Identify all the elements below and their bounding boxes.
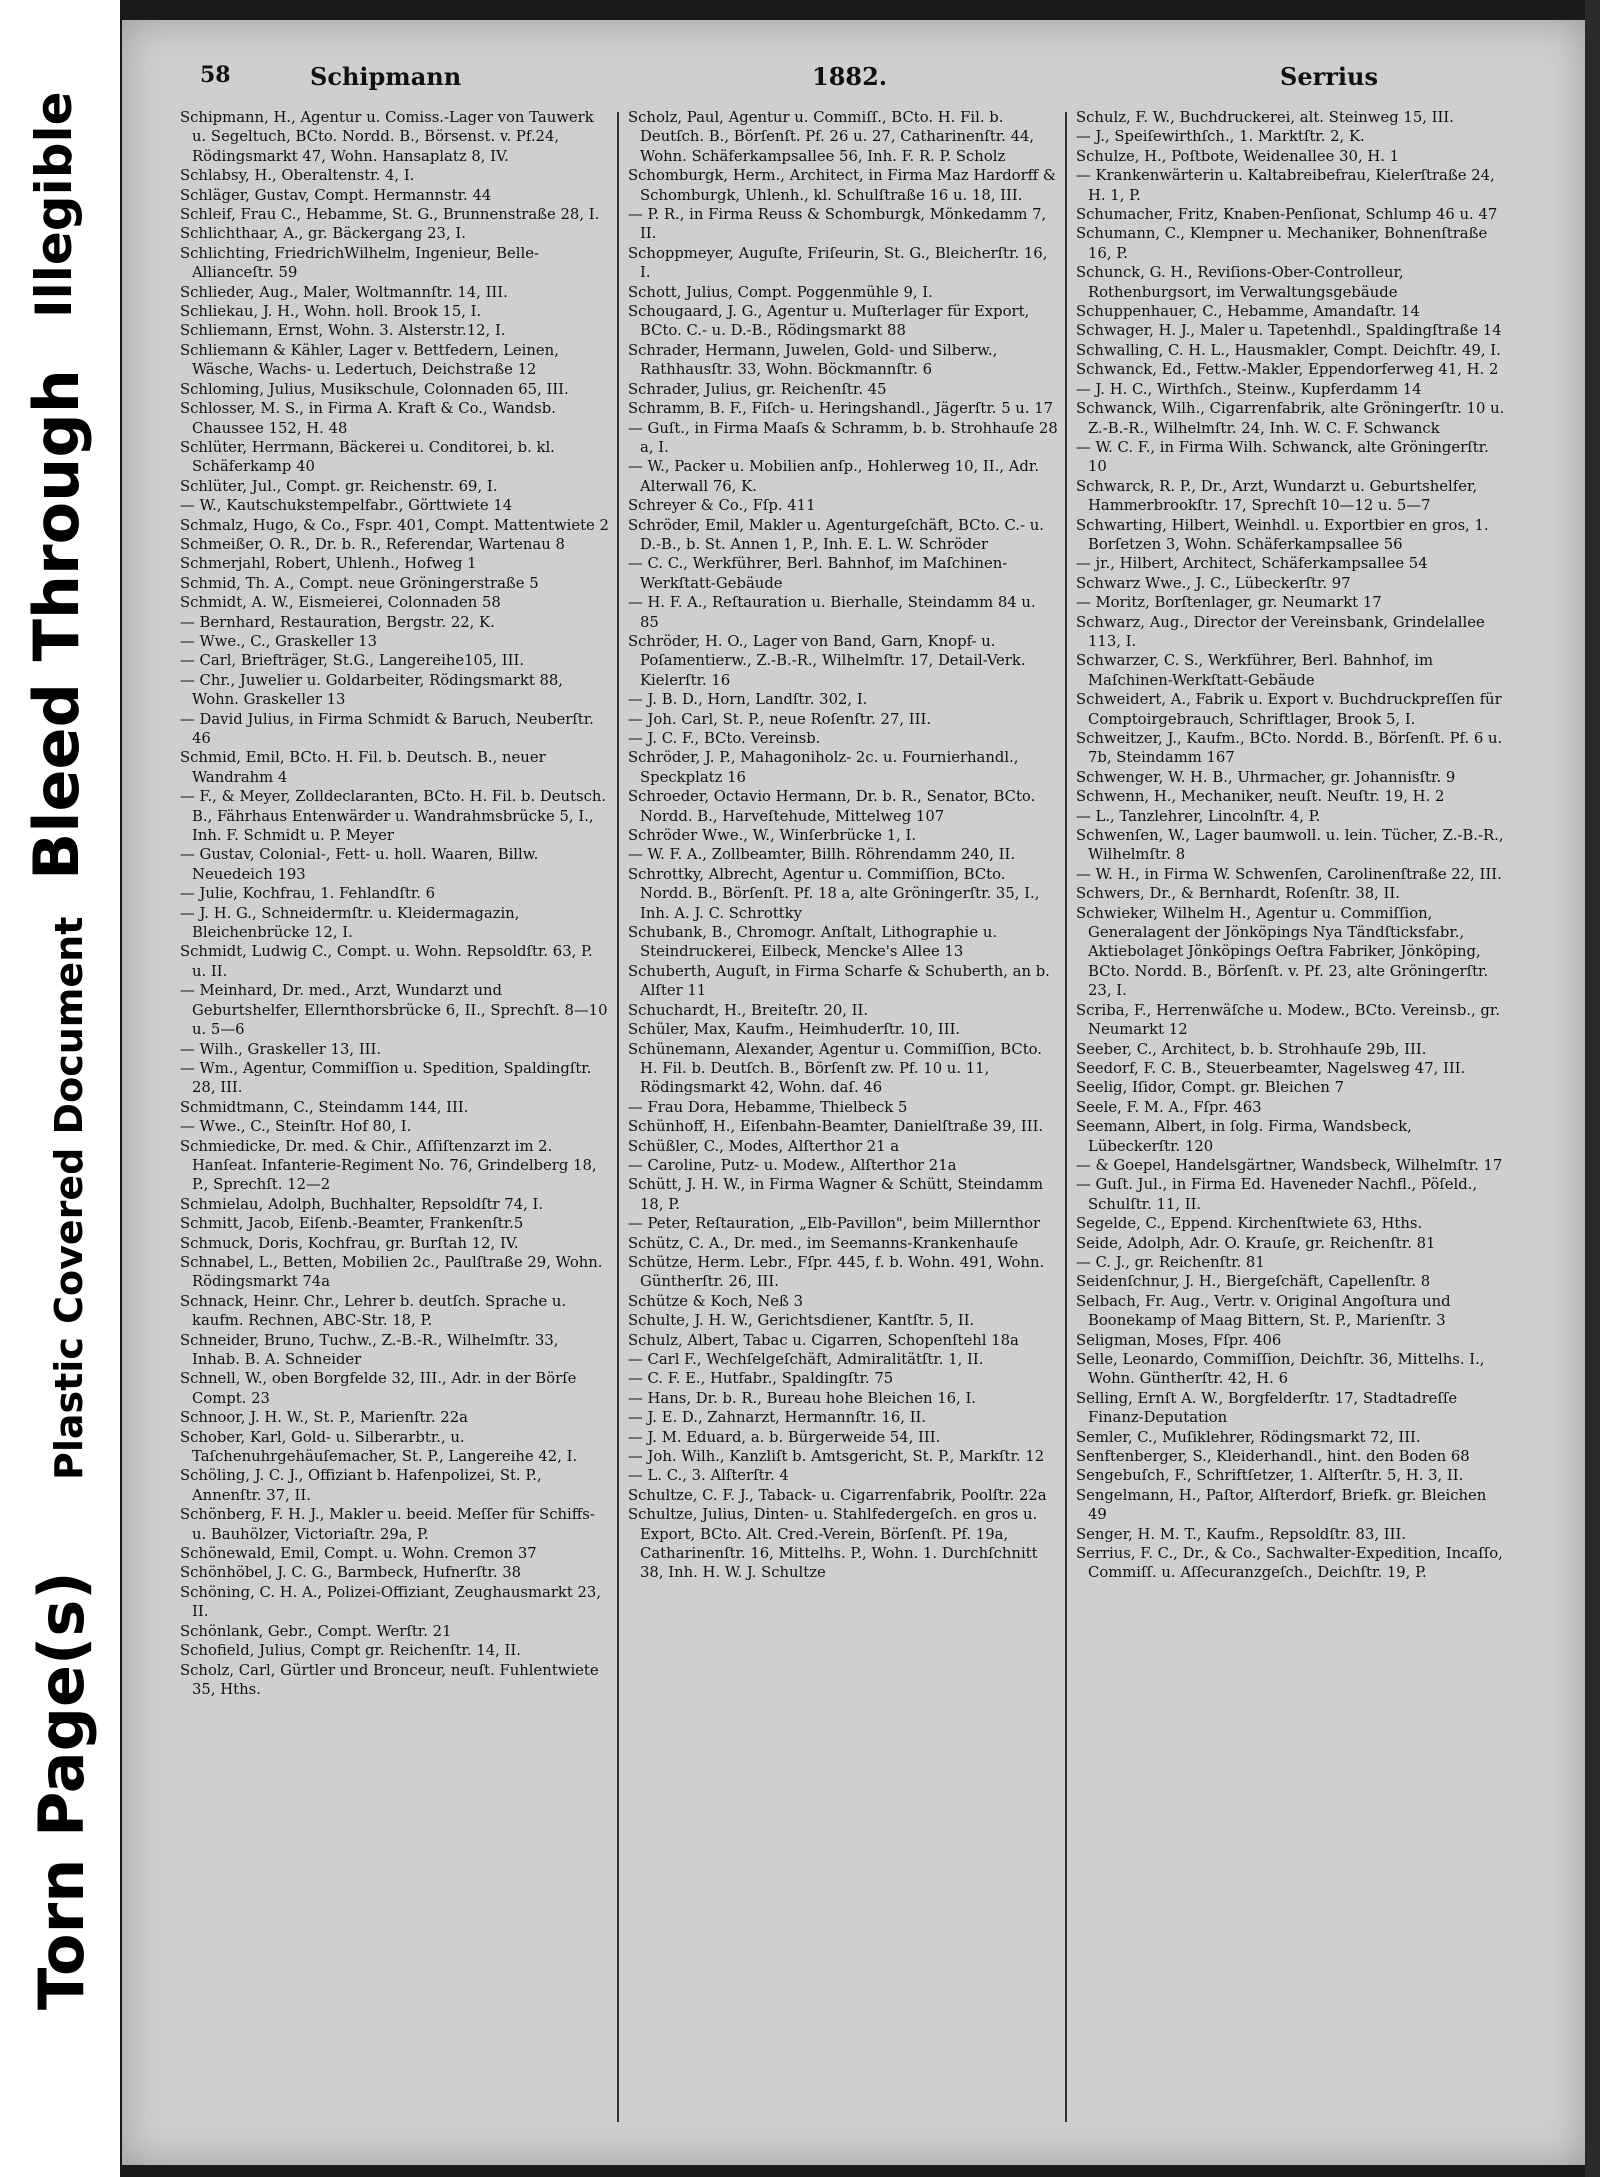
directory-entry: Schnell, W., oben Borgfelde 32, III., Adr. in der Börſe Compt. 23 <box>180 1370 577 1407</box>
directory-entry: Schmid, Th. A., Compt. neue Gröningerstraße 5 <box>180 574 539 592</box>
directory-entry: — H. F. A., Reſtauration u. Bierhalle, Steindamm 84 u. 85 <box>628 594 1036 631</box>
directory-entry: — C. C., Werkführer, Berl. Bahnhof, im Maſchinen-Werkſtatt-Gebäude <box>628 555 1008 592</box>
directory-entry: Schütze & Koch, Neß 3 <box>628 1292 804 1310</box>
directory-entry: Schofield, Julius, Compt gr. Reichenſtr. 14, II. <box>180 1642 521 1660</box>
directory-entry: Schlosser, M. S., in Firma A. Kraft & Co., Wandsb. Chaussee 152, H. 48 <box>180 400 556 437</box>
directory-entry: Schönhöbel, J. C. G., Barmbeck, Hufnerſtr. 38 <box>180 1564 522 1582</box>
directory-entry: Seligman, Moses, Fſpr. 406 <box>1076 1331 1282 1349</box>
directory-entry: Schrader, Julius, gr. Reichenſtr. 45 <box>628 380 887 398</box>
directory-entry: — Bernhard, Restauration, Bergstr. 22, K. <box>180 613 495 631</box>
directory-column-2 <box>628 108 1058 2128</box>
illegible-label: Illegible <box>25 91 83 318</box>
directory-entry: Schubank, B., Chromogr. Anſtalt, Lithographie u. Steindruckerei, Eilbeck, Mencke's Allee 13 <box>628 924 998 961</box>
directory-entry: Scriba, F., Herrenwäſche u. Modew., BCto. Vereinsb., gr. Neumarkt 12 <box>1076 1001 1501 1039</box>
directory-entry: Schlabsy, H., Oberaltenstr. 4, I. <box>180 167 415 185</box>
directory-entry: Schmeißer, O. R., Dr. b. R., Referendar, Wartenau 8 <box>180 535 565 553</box>
column-rule <box>617 112 619 2122</box>
directory-entry: Schramm, B. F., Fiſch- u. Heringshandl., Jägerſtr. 5 u. 17 <box>628 400 1054 418</box>
directory-entry: Schöling, J. C. J., Offiziant b. Hafenpolizei, St. P., Annenſtr. 37, II. <box>180 1467 542 1504</box>
directory-entry: Schmuck, Doris, Kochfrau, gr. Burſtah 12, IV. <box>180 1234 519 1252</box>
directory-entry: Schroeder, Octavio Hermann, Dr. b. R., Senator, BCto. Nordd. B., Harveſtehude, Mittelweg 107 <box>628 788 1036 825</box>
directory-entry: Sengebuſch, F., Schriftſetzer, 1. Alſterſtr. 5, H. 3, II. <box>1076 1467 1464 1485</box>
directory-entry: Schütt, J. H. W., in Firma Wagner & Schütt, Steindamm 18, P. <box>628 1176 1044 1213</box>
directory-entry: Selle, Leonardo, Commiſſion, Deichſtr. 36, Mittelhs. I., Wohn. Güntherſtr. 42, H. 6 <box>1076 1351 1485 1388</box>
directory-entry: Schütz, C. A., Dr. med., im Seemanns-Krankenhauſe <box>628 1234 1019 1252</box>
directory-entry: Seemann, Albert, in ſolg. Firma, Wandsbeck, Lübeckerſtr. 120 <box>1076 1118 1412 1155</box>
directory-entry: Schmerjahl, Robert, Uhlenh., Hofweg 1 <box>180 555 477 573</box>
directory-entry: Senger, H. M. T., Kaufm., Repsoldſtr. 83, III. <box>1076 1525 1407 1543</box>
directory-entry: Seedorf, F. C. B., Steuerbeamter, Nagelsweg 47, III. <box>1076 1059 1466 1077</box>
directory-entry: — Chr., Juwelier u. Goldarbeiter, Rödingsmarkt 88, Wohn. Graskeller 13 <box>180 671 563 709</box>
directory-entry: Schumacher, Fritz, Knaben-Penſionat, Schlump 46 u. 47 <box>1076 206 1498 224</box>
directory-entry: Schlichthaar, A., gr. Bäckergang 23, I. <box>180 225 466 243</box>
directory-entry: — Meinhard, Dr. med., Arzt, Wundarzt und Geburtshelfer, Ellernthorsbrücke 6, II., Sprechſt. 8—10 u. 5—6 <box>180 982 608 1039</box>
scan-edge <box>1585 0 1600 2177</box>
directory-entry: Schröder Wwe., W., Winſerbrücke 1, I. <box>628 827 917 845</box>
directory-column-3 <box>1076 108 1506 2128</box>
directory-entry: Schulz, Albert, Tabac u. Cigarren, Schopenſtehl 18a <box>628 1331 1019 1349</box>
directory-entry: Schnabel, L., Betten, Mobilien 2c., Paulſtraße 29, Wohn. Rödingsmarkt 74a <box>180 1253 603 1291</box>
directory-entry: Schmidt, A. W., Eismeierei, Colonnaden 58 <box>180 594 501 612</box>
directory-entry: Schröder, J. P., Mahagoniholz- 2c. u. Fournierhandl., Speckplatz 16 <box>628 749 1019 786</box>
directory-entry: Schleif, Frau C., Hebamme, St. G., Brunnenstraße 28, I. <box>180 206 600 224</box>
directory-entry: Schneider, Bruno, Tuchw., Z.-B.-R., Wilhelmſtr. 33, Inhab. B. A. Schneider <box>180 1331 559 1368</box>
directory-entry: Schmiedicke, Dr. med. & Chir., Aſſiſtenzarzt im 2. Hanſeat. Infanterie-Regiment No. 76, Grindelberg 18, P., Sprechſt. 12—2 <box>180 1137 597 1194</box>
directory-entry: Serrius, F. C., Dr., & Co., Sachwalter-Expedition, Incaſſo, Commiſſ. u. Aſſecuranzgeſch., Deichſtr. 19, P. <box>1076 1545 1503 1582</box>
directory-entry: Schuppenhauer, C., Hebamme, Amandaſtr. 14 <box>1076 303 1420 321</box>
directory-entry: — C. F. E., Hutfabr., Spaldingſtr. 75 <box>628 1370 894 1388</box>
directory-entry: Schlüter, Herrmann, Bäckerei u. Conditorei, b. kl. Schäferkamp 40 <box>180 438 555 476</box>
directory-entry: Seide, Adolph, Adr. O. Krauſe, gr. Reichenſtr. 81 <box>1076 1234 1436 1252</box>
directory-entry: Schliemann & Kähler, Lager v. Bettfedern, Leinen, Wäsche, Wachs- u. Ledertuch, Deichstraße 12 <box>180 341 559 379</box>
scan-label-strip <box>0 0 120 2177</box>
directory-entry: — Krankenwärterin u. Kaltabreibefrau, Kielerſtraße 24, H. 1, P. <box>1076 167 1495 204</box>
directory-entry: Schüler, Max, Kaufm., Heimhuderſtr. 10, III. <box>628 1021 961 1039</box>
directory-entry: Schultze, Julius, Dinten- u. Stahlfedergeſch. en gros u. Export, BCto. Alt. Cred.-Verein, Börſenſt. Pf. 19a, Catharinenſtr. 16, Mittelhs. P., Wohn. 1. Durchſchnitt 38, Inh. H. W. J. Schultze <box>628 1506 1038 1582</box>
directory-entry: Schweitzer, J., Kaufm., BCto. Nordd. B., Börſenſt. Pf. 6 u. 7b, Steindamm 167 <box>1076 730 1503 767</box>
directory-entry: Schougaard, J. G., Agentur u. Muſterlager für Export, BCto. C.- u. D.-B., Rödingsmarkt 88 <box>628 303 1030 340</box>
directory-entry: Seele, F. M. A., Fſpr. 463 <box>1076 1098 1262 1116</box>
directory-entry: Schwarzer, C. S., Werkführer, Berl. Bahnhof, im Maſchinen-Werkſtatt-Gebäude <box>1076 652 1434 689</box>
directory-entry: — Joh. Wilh., Kanzliſt b. Amtsgericht, St. P., Markſtr. 12 <box>628 1448 1045 1466</box>
directory-entry: — Caroline, Putz- u. Modew., Alſterthor 21a <box>628 1156 957 1174</box>
directory-entry: — Gustav, Colonial-, Fett- u. holl. Waaren, Billw. Neuedeich 193 <box>180 846 539 883</box>
directory-entry: Schrader, Hermann, Juwelen, Gold- und Silberw., Rathhausſtr. 33, Wohn. Böckmannſtr. 6 <box>628 341 998 379</box>
directory-entry: Schumann, C., Klempner u. Mechaniker, Bohnenſtraße 16, P. <box>1076 225 1488 262</box>
directory-entry: — Joh. Carl, St. P., neue Roſenſtr. 27, III. <box>628 710 932 728</box>
directory-entry: Scholz, Carl, Gürtler und Bronceur, neuſt. Fuhlentwiete 35, Hths. <box>180 1661 599 1698</box>
directory-entry: Schröder, H. O., Lager von Band, Garn, Knopf- u. Poſamentierw., Z.-B.-R., Wilhelmſtr. 17, Detail-Verk. Kielerſtr. 16 <box>628 632 1026 689</box>
directory-entry: — W. H., in Firma W. Schwenſen, Carolinenſtraße 22, III. <box>1076 865 1502 883</box>
directory-entry: Senftenberger, S., Kleiderhandl., hint. den Boden 68 <box>1076 1448 1470 1466</box>
directory-entry: Schrottky, Albrecht, Agentur u. Commiſſion, BCto. Nordd. B., Börſenſt. Pf. 18 a, alte Gröningerſtr. 35, I., Inh. A. J. C. Schrottky <box>628 865 1040 922</box>
directory-entry: Scholz, Paul, Agentur u. Commiſſ., BCto. H. Fil. b. Deutſch. B., Börſenſt. Pf. 26 u. 27, Catharinenſtr. 44, Wohn. Schäferkampsallee 56, Inh. F. R. P. Scholz <box>628 109 1035 165</box>
directory-entry: Schönlank, Gebr., Compt. Werſtr. 21 <box>180 1622 452 1640</box>
directory-entry: Schloming, Julius, Musikschule, Colonnaden 65, III. <box>180 380 569 398</box>
directory-entry: — J. E. D., Zahnarzt, Hermannſtr. 16, II. <box>628 1409 927 1427</box>
directory-entry: — Wwe., C., Steinſtr. Hof 80, I. <box>180 1118 412 1136</box>
directory-entry: Seidenſchnur, J. H., Biergeſchäft, Capellenſtr. 8 <box>1076 1273 1431 1291</box>
directory-entry: Schoppmeyer, Auguſte, Friſeurin, St. G., Bleicherſtr. 16, I. <box>628 244 1048 282</box>
directory-entry: Selbach, Fr. Aug., Vertr. v. Original Angoſtura und Boonekamp of Maag Bittern, St. P., Marienſtr. 3 <box>1076 1292 1451 1330</box>
directory-entry: Seelig, Iſidor, Compt. gr. Bleichen 7 <box>1076 1079 1345 1097</box>
directory-entry: Schwalling, C. H. L., Hausmakler, Compt. Deichſtr. 49, I. <box>1076 341 1501 359</box>
directory-entry: Schmielau, Adolph, Buchhalter, Repsoldſtr 74, I. <box>180 1195 544 1213</box>
directory-entry: — Carl, Briefträger, St.G., Langereihe105, III. <box>180 652 525 670</box>
directory-entry: — W., Kautschukstempelfabr., Görttwiete 14 <box>180 497 513 515</box>
directory-entry: — Wm., Agentur, Commiſſion u. Spedition, Spaldingſtr. 28, III. <box>180 1059 592 1097</box>
directory-entry: Schulz, F. W., Buchdruckerei, alt. Steinweg 15, III. <box>1076 109 1454 126</box>
directory-entry: — Moritz, Borſtenlager, gr. Neumarkt 17 <box>1076 594 1382 612</box>
directory-entry: Schuchardt, H., Breiteſtr. 20, II. <box>628 1001 869 1019</box>
directory-entry: — J. C. F., BCto. Vereinsb. <box>628 730 821 747</box>
directory-column-1 <box>180 108 610 2128</box>
directory-entry: — Guſt., in Firma Maaſs & Schramm, b. b. Strohhauſe 28 a, I. <box>628 419 1058 456</box>
page-header <box>200 62 1500 102</box>
directory-entry: Semler, C., Muſiklehrer, Rödingsmarkt 72, III. <box>1076 1428 1421 1446</box>
directory-entry: Schwieker, Wilhelm H., Agentur u. Commiſſion, Generalagent der Jönköpings Nya Tändſticksfabr., Aktiebolaget Jönköpings Oeſtra Fabriker, Jönköping, BCto. Nordd. B., Börſenſt. v. Pf. 23, alte Gröningerſtr. 23, I. <box>1076 904 1489 1000</box>
directory-entry: — Wwe., C., Graskeller 13 <box>180 632 378 650</box>
directory-entry: — Wilh., Graskeller 13, III. <box>180 1040 382 1058</box>
torn-pages-label: Torn Page(s) <box>25 1571 98 2010</box>
directory-entry: Schreyer & Co., Fſp. 411 <box>628 497 816 515</box>
directory-entry: Schöning, C. H. A., Polizei-Offiziant, Zeughausmarkt 23, II. <box>180 1583 602 1621</box>
directory-entry: Schwarck, R. P., Dr., Arzt, Wundarzt u. Geburtshelfer, Hammerbrookſtr. 17, Sprechſt 10—12 u. 5—7 <box>1076 477 1478 515</box>
directory-entry: Schwenſen, W., Lager baumwoll. u. lein. Tücher, Z.-B.-R., Wilhelmſtr. 8 <box>1076 827 1504 864</box>
directory-entry: Schnack, Heinr. Chr., Lehrer b. deutſch. Sprache u. kaufm. Rechnen, ABC-Str. 18, P. <box>180 1292 567 1330</box>
directory-entry: Schlieder, Aug., Maler, Woltmannſtr. 14, III. <box>180 283 508 301</box>
directory-entry: — Frau Dora, Hebamme, Thielbeck 5 <box>628 1098 908 1116</box>
directory-entry: Schmidt, Ludwig C., Compt. u. Wohn. Repsoldſtr. 63, P. u. II. <box>180 943 593 980</box>
directory-entry: Schunck, G. H., Reviſions-Ober-Controlleur, Rothenburgsort, im Verwaltungsgebäude <box>1076 264 1404 301</box>
directory-entry: Schünemann, Alexander, Agentur u. Commiſſion, BCto. H. Fil. b. Deutſch. B., Börſenſt zw. Pf. 10 u. 11, Rödingsmarkt 42, Wohn. daſ. 46 <box>628 1040 1043 1097</box>
header-year: 1882. <box>812 62 888 91</box>
directory-entry: — W., Packer u. Mobilien anſp., Hohlerweg 10, II., Adr. Alterwall 76, K. <box>628 458 1040 495</box>
directory-page <box>122 20 1585 2165</box>
directory-entry: Schwarting, Hilbert, Weinhdl. u. Exportbier en gros, 1. Borſetzen 3, Wohn. Schäferkampsallee 56 <box>1076 516 1489 553</box>
bleed-through-label: Bleed Through <box>20 369 93 880</box>
directory-entry: Schmid, Emil, BCto. H. Fil. b. Deutsch. B., neuer Wandrahm 4 <box>180 749 546 786</box>
directory-entry: Segelde, C., Eppend. Kirchenſtwiete 63, Hths. <box>1076 1215 1423 1233</box>
directory-entry: — W. C. F., in Firma Wilh. Schwanck, alte Gröningerſtr. 10 <box>1076 438 1489 476</box>
directory-entry: — J. M. Eduard, a. b. Bürgerweide 54, III. <box>628 1428 941 1446</box>
directory-entry: Schwager, H. J., Maler u. Tapetenhdl., Spaldingſtraße 14 <box>1076 322 1502 340</box>
directory-entry: — Peter, Reſtauration, „Elb-Pavillon", beim Millernthor <box>628 1215 1041 1233</box>
directory-entry: — F., & Meyer, Zolldeclaranten, BCto. H. Fil. b. Deutsch. B., Fährhaus Entenwärder u. Wandrahmsbrücke 5, I., Inh. F. Schmidt u. P. Meyer <box>180 788 607 845</box>
directory-entry: Schultze, C. F. J., Taback- u. Cigarrenfabrik, Poolſtr. 22a <box>628 1486 1047 1504</box>
header-left-catchword: Schipmann <box>310 62 462 91</box>
directory-entry: — J. H. G., Schneidermſtr. u. Kleidermagazin, Bleichenbrücke 12, I. <box>180 904 520 942</box>
directory-entry: Schwanck, Wilh., Cigarrenfabrik, alte Gröningerſtr. 10 u. Z.-B.-R., Wilhelmſtr. 24, Inh. W. C. F. Schwanck <box>1076 400 1505 437</box>
directory-entry: Schläger, Gustav, Compt. Hermannstr. 44 <box>180 186 492 204</box>
directory-entry: — L. C., 3. Alſterſtr. 4 <box>628 1467 789 1485</box>
header-right-catchword: Serrius <box>1280 62 1378 91</box>
directory-entry: — C. J., gr. Reichenſtr. 81 <box>1076 1253 1265 1271</box>
directory-entry: Schönberg, F. H. J., Makler u. beeid. Meſſer für Schiffs- u. Bauhölzer, Victoriaſtr. 29a, P. <box>180 1506 595 1543</box>
directory-entry: Schütze, Herm. Lebr., Fſpr. 445, f. b. Wohn. 491, Wohn. Güntherſtr. 26, III. <box>628 1253 1045 1291</box>
directory-entry: — P. R., in Firma Reuss & Schomburgk, Mönkedamm 7, II. <box>628 206 1047 243</box>
directory-entry: Schuberth, Auguſt, in Firma Scharfe & Schuberth, an b. Alſter 11 <box>628 962 1050 1000</box>
directory-entry: Schwarz, Aug., Director der Vereinsbank, Grindelallee 113, I. <box>1076 613 1485 650</box>
page-number: 58 <box>200 62 231 88</box>
directory-entry: Schönewald, Emil, Compt. u. Wohn. Cremon 37 <box>180 1545 537 1563</box>
directory-entry: Schmidtmann, C., Steindamm 144, III. <box>180 1098 469 1116</box>
directory-entry: Schlichting, FriedrichWilhelm, Ingenieur, Belle-Allianceſtr. 59 <box>180 244 539 282</box>
directory-entry: — J., Speiſewirthſch., 1. Marktſtr. 2, K. <box>1076 128 1365 146</box>
directory-entry: Schulte, J. H. W., Gerichtsdiener, Kantſtr. 5, II. <box>628 1312 975 1330</box>
directory-entry: Schwanck, Ed., Fettw.-Makler, Eppendorferweg 41, H. 2 <box>1076 361 1499 379</box>
directory-entry: Sengelmann, H., Paſtor, Alſterdorf, Briefk. gr. Bleichen 49 <box>1076 1486 1487 1524</box>
directory-entry: Schliemann, Ernst, Wohn. 3. Alsterstr.12, I. <box>180 322 506 340</box>
directory-entry: Schott, Julius, Compt. Poggenmühle 9, I. <box>628 283 933 301</box>
directory-entry: Schlüter, Jul., Compt. gr. Reichenstr. 69, I. <box>180 477 498 495</box>
directory-entry: Schulze, H., Poſtbote, Weidenallee 30, H. 1 <box>1076 147 1400 165</box>
directory-entry: Schweidert, A., Fabrik u. Export v. Buchdruckpreſſen für Comptoirgebrauch, Schriftlager, Brook 5, I. <box>1076 691 1502 728</box>
directory-entry: — Guſt. Jul., in Firma Ed. Haveneder Nachfl., Pöſeld., Schulſtr. 11, II. <box>1076 1176 1478 1213</box>
directory-entry: Schober, Karl, Gold- u. Silberarbtr., u. Taſchenuhrgehäuſemacher, St. P., Langereihe 42, I. <box>180 1428 578 1466</box>
directory-entry: Schüßler, C., Modes, Alſterthor 21 a <box>628 1137 900 1155</box>
directory-entry: — Julie, Kochfrau, 1. Fehlandſtr. 6 <box>180 885 436 903</box>
directory-entry: Schmitt, Jacob, Eiſenb.-Beamter, Frankenſtr.5 <box>180 1215 524 1233</box>
directory-entry: Seeber, C., Architect, b. b. Strohhauſe 29b, III. <box>1076 1040 1427 1058</box>
directory-entry: Schipmann, H., Agentur u. Comiss.-Lager von Tauwerk u. Segeltuch, BCto. Nordd. B., Börsenst. v. Pf.24, Rödingsmarkt 47, Wohn. Hansaplatz 8, IV. <box>180 109 594 165</box>
directory-entry: — jr., Hilbert, Architect, Schäferkampsallee 54 <box>1076 555 1428 573</box>
directory-entry: — J. H. C., Wirthſch., Steinw., Kupferdamm 14 <box>1076 380 1422 398</box>
directory-entry: Schünhoff, H., Eiſenbahn-Beamter, Danielſtraße 39, III. <box>628 1118 1044 1136</box>
directory-entry: Schwenger, W. H. B., Uhrmacher, gr. Johannisſtr. 9 <box>1076 768 1456 786</box>
plastic-covered-label: Plastic Covered Document <box>47 916 91 1480</box>
directory-entry: Selling, Ernſt A. W., Borgfelderſtr. 17, Stadtadreſſe Finanz-Deputation <box>1076 1389 1458 1427</box>
directory-entry: Schliekau, J. H., Wohn. holl. Brook 15, I. <box>180 303 482 321</box>
directory-entry: Schnoor, J. H. W., St. P., Marienſtr. 22a <box>180 1409 468 1427</box>
directory-entry: — J. B. D., Horn, Landſtr. 302, I. <box>628 691 868 709</box>
directory-entry: Schwenn, H., Mechaniker, neuſt. Neuſtr. 19, H. 2 <box>1076 788 1445 806</box>
directory-entry: Schwers, Dr., & Bernhardt, Roſenſtr. 38, II. <box>1076 885 1400 903</box>
directory-entry: Schomburgk, Herm., Architect, in Firma Maz Hardorff & Schomburgk, Uhlenh., kl. Schulſtraße 16 u. 18, III. <box>628 167 1057 204</box>
directory-entry: — Hans, Dr. b. R., Bureau hohe Bleichen 16, I. <box>628 1389 977 1407</box>
column-rule <box>1065 112 1067 2122</box>
directory-entry: Schmalz, Hugo, & Co., Fspr. 401, Compt. Mattentwiete 2 <box>180 516 609 534</box>
directory-entry: — David Julius, in Firma Schmidt & Baruch, Neuberſtr. 46 <box>180 710 594 747</box>
directory-entry: — W. F. A., Zollbeamter, Billh. Röhrendamm 240, II. <box>628 846 1016 864</box>
directory-entry: Schröder, Emil, Makler u. Agenturgeſchäft, BCto. C.- u. D.-B., b. St. Annen 1, P., Inh. E. L. W. Schröder <box>628 516 1044 553</box>
directory-entry: — & Goepel, Handelsgärtner, Wandsbeck, Wilhelmſtr. 17 <box>1076 1156 1503 1174</box>
directory-entry: — L., Tanzlehrer, Lincolnſtr. 4, P. <box>1076 807 1321 825</box>
directory-entry: — Carl F., Wechſelgeſchäft, Admiralitätſtr. 1, II. <box>628 1351 984 1368</box>
directory-entry: Schwarz Wwe., J. C., Lübeckerſtr. 97 <box>1076 574 1351 592</box>
